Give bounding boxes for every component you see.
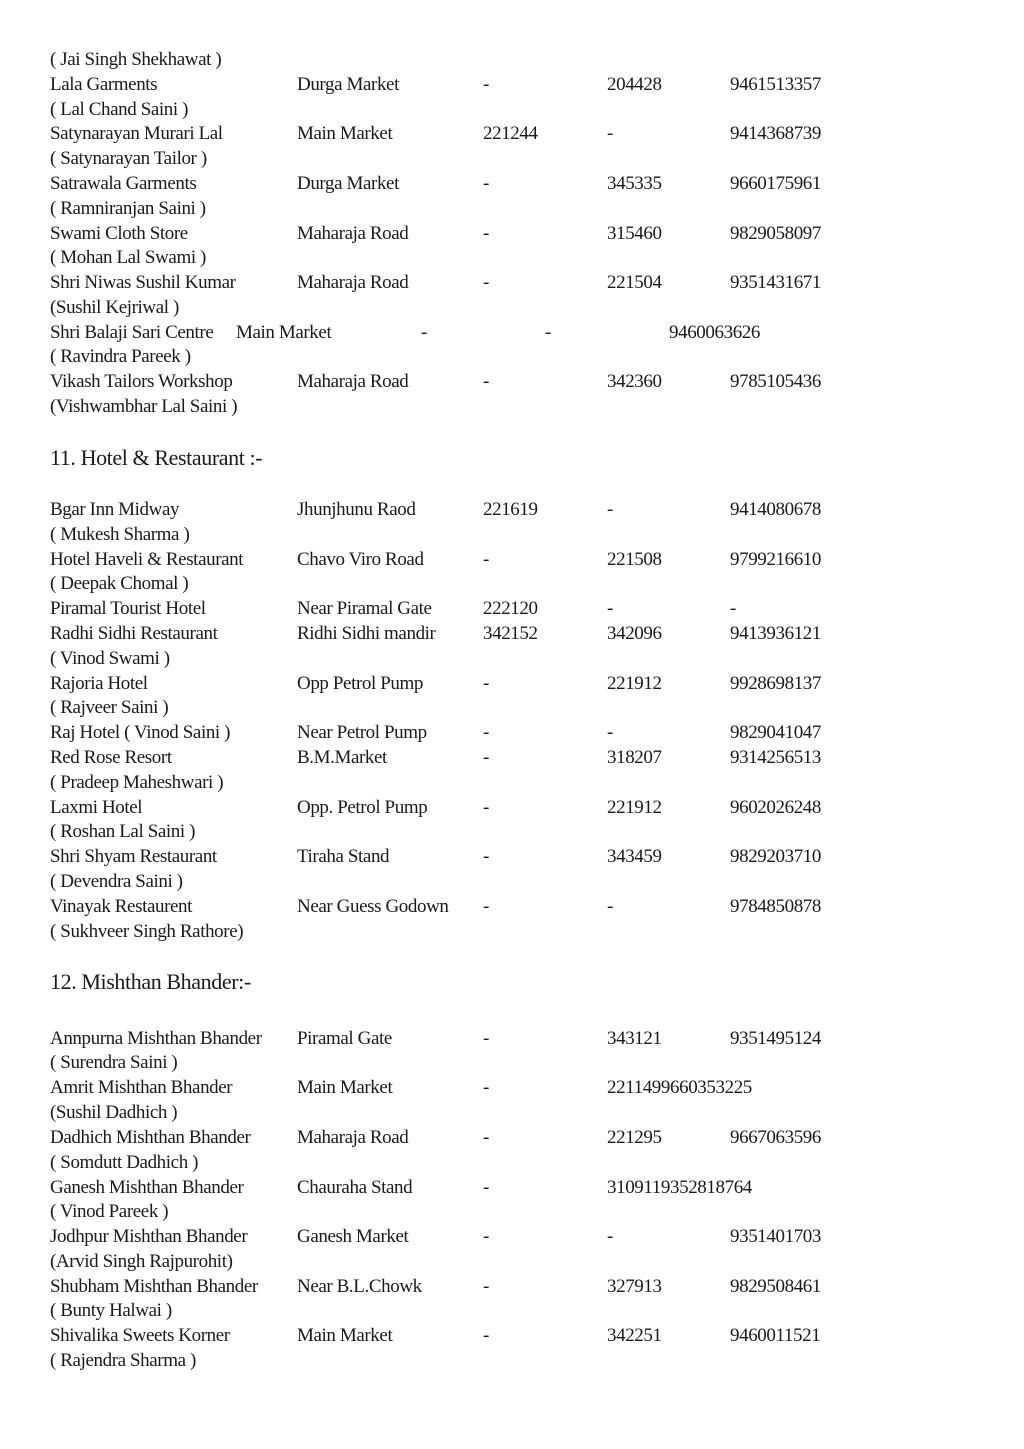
business-name: Amrit Mishthan Bhander: [50, 1077, 233, 1098]
owner-name: ( Vinod Swami ): [50, 648, 170, 669]
business-name: Laxmi Hotel: [50, 797, 143, 818]
phone2: -: [607, 123, 613, 144]
phone2: 343459: [607, 846, 662, 867]
owner-name: ( Mohan Lal Swami ): [50, 247, 206, 268]
address: Near Piramal Gate: [297, 598, 432, 619]
phone1: -: [483, 1028, 489, 1049]
address: Maharaja Road: [297, 371, 409, 392]
mobile: 9928698137: [730, 673, 822, 694]
address: Maharaja Road: [297, 223, 409, 244]
phone2: 221508: [607, 549, 662, 570]
mobile: -: [730, 598, 736, 619]
phone1: -: [483, 1226, 489, 1247]
mobile: 9351431671: [730, 272, 822, 293]
table-row: [0, 894, 1024, 919]
phone1: -: [483, 173, 489, 194]
owner-line: [0, 1348, 1024, 1373]
phone2: 221504: [607, 272, 662, 293]
owner-name: (Vishwambhar Lal Saini ): [50, 396, 238, 417]
mobile: 9829041047: [730, 722, 822, 743]
phone2: -: [607, 1226, 613, 1247]
address: Opp. Petrol Pump: [297, 797, 428, 818]
phone2: 342360: [607, 371, 662, 392]
business-name: Annpurna Mishthan Bhander: [50, 1028, 262, 1049]
phone1: -: [483, 797, 489, 818]
business-name: Vinayak Restaurent: [50, 896, 193, 917]
business-name: Vikash Tailors Workshop: [50, 371, 233, 392]
phone1: -: [483, 549, 489, 570]
mobile: 9351495124: [730, 1028, 822, 1049]
mobile: 9314256513: [730, 747, 822, 768]
business-name: Hotel Haveli & Restaurant: [50, 549, 244, 570]
mobile: 9829058097: [730, 223, 822, 244]
phone1: -: [483, 1127, 489, 1148]
address: Near B.L.Chowk: [297, 1276, 422, 1297]
owner-name: ( Bunty Halwai ): [50, 1300, 172, 1321]
phone1: -: [483, 896, 489, 917]
address: Jhunjhunu Raod: [297, 499, 416, 520]
table-row: [0, 1125, 1024, 1150]
mobile: 9461513357: [730, 74, 822, 95]
table-row: [0, 121, 1024, 146]
table-row: [0, 72, 1024, 97]
business-name: Swami Cloth Store: [50, 223, 188, 244]
phone2: 343121: [607, 1028, 662, 1049]
table-row: [0, 1175, 1024, 1200]
phone2: -: [607, 499, 613, 520]
phone2: -: [607, 722, 613, 743]
mobile: 9351401703: [730, 1226, 822, 1247]
phone1: -: [483, 1325, 489, 1346]
table-row: [0, 320, 1024, 345]
owner-line: [0, 97, 1024, 122]
business-name: Shubham Mishthan Bhander: [50, 1276, 258, 1297]
phone-merged: 2211499660353225: [607, 1077, 752, 1098]
phone1: -: [483, 223, 489, 244]
mobile: 9460011521: [730, 1325, 821, 1346]
business-name: Shri Balaji Sari Centre: [50, 322, 214, 343]
table-row: [0, 547, 1024, 572]
mobile: 9785105436: [730, 371, 822, 392]
business-name: Ganesh Mishthan Bhander: [50, 1177, 244, 1198]
phone1: -: [483, 1077, 489, 1098]
business-name: Lala Garments: [50, 74, 158, 95]
table-row: [0, 171, 1024, 196]
owner-line: [0, 919, 1024, 944]
mobile: 9414080678: [730, 499, 822, 520]
owner-line: [0, 819, 1024, 844]
table-row: [0, 270, 1024, 295]
phone2: -: [545, 322, 551, 343]
mobile: 9602026248: [730, 797, 822, 818]
business-name: Satynarayan Murari Lal: [50, 123, 223, 144]
business-name: Jodhpur Mishthan Bhander: [50, 1226, 248, 1247]
owner-name: ( Lal Chand Saini ): [50, 99, 189, 120]
owner-line: [0, 344, 1024, 369]
table-row: [0, 745, 1024, 770]
phone1: -: [483, 1177, 489, 1198]
owner-line: [0, 394, 1024, 419]
mobile: 9460063626: [669, 322, 761, 343]
address: Main Market: [297, 1325, 393, 1346]
address: Ridhi Sidhi mandir: [297, 623, 436, 644]
address: Main Market: [236, 322, 332, 343]
phone1: -: [421, 322, 427, 343]
table-row: [0, 369, 1024, 394]
owner-name: ( Devendra Saini ): [50, 871, 183, 892]
owner-line: [0, 869, 1024, 894]
owner-line: [0, 770, 1024, 795]
owner-line: [0, 646, 1024, 671]
owner-name: ( Jai Singh Shekhawat ): [50, 49, 222, 70]
owner-name: ( Ramniranjan Saini ): [50, 198, 206, 219]
table-row: [0, 221, 1024, 246]
owner-line: [0, 295, 1024, 320]
mobile: 9660175961: [730, 173, 822, 194]
mobile: 9414368739: [730, 123, 822, 144]
owner-line: [0, 695, 1024, 720]
section-heading-hotel-restaurant: 11. Hotel & Restaurant :-: [50, 445, 263, 470]
phone2: 221912: [607, 797, 662, 818]
address: Durga Market: [297, 173, 399, 194]
business-name: Red Rose Resort: [50, 747, 172, 768]
address: B.M.Market: [297, 747, 387, 768]
owner-name: ( Vinod Pareek ): [50, 1201, 169, 1222]
table-row: [0, 621, 1024, 646]
owner-line: [0, 522, 1024, 547]
address: Near Petrol Pump: [297, 722, 427, 743]
phone2: 204428: [607, 74, 662, 95]
business-name: Bgar Inn Midway: [50, 499, 180, 520]
owner-line: [0, 1199, 1024, 1224]
address: Tiraha Stand: [297, 846, 390, 867]
phone2: 221912: [607, 673, 662, 694]
owner-line: [0, 1150, 1024, 1175]
address: Chavo Viro Road: [297, 549, 424, 570]
phone1: -: [483, 74, 489, 95]
address: Piramal Gate: [297, 1028, 392, 1049]
owner-line: [0, 571, 1024, 596]
phone1: -: [483, 846, 489, 867]
address: Near Guess Godown: [297, 896, 449, 917]
address: Durga Market: [297, 74, 399, 95]
owner-name: ( Mukesh Sharma ): [50, 524, 190, 545]
mobile: 9829203710: [730, 846, 822, 867]
address: Maharaja Road: [297, 1127, 409, 1148]
mobile: 9667063596: [730, 1127, 822, 1148]
business-name: Shivalika Sweets Korner: [50, 1325, 230, 1346]
owner-line: [0, 245, 1024, 270]
address: Main Market: [297, 1077, 393, 1098]
table-row: [0, 1026, 1024, 1051]
phone1: 222120: [483, 598, 538, 619]
table-row: [0, 1323, 1024, 1348]
phone1: 221244: [483, 123, 538, 144]
phone1: -: [483, 371, 489, 392]
owner-name: (Sushil Dadhich ): [50, 1102, 178, 1123]
phone1: 221619: [483, 499, 538, 520]
table-row: [0, 720, 1024, 745]
phone1: -: [483, 722, 489, 743]
address: Ganesh Market: [297, 1226, 409, 1247]
owner-line: [0, 1100, 1024, 1125]
table-row: [0, 795, 1024, 820]
phone2: 342251: [607, 1325, 662, 1346]
owner-name: ( Pradeep Maheshwari ): [50, 772, 224, 793]
phone1: -: [483, 1276, 489, 1297]
section-heading-mishthan-bhander: 12. Mishthan Bhander:-: [50, 969, 251, 994]
business-name: Shri Niwas Sushil Kumar: [50, 272, 236, 293]
phone2: -: [607, 896, 613, 917]
phone2: 327913: [607, 1276, 662, 1297]
address: Chauraha Stand: [297, 1177, 413, 1198]
owner-name: ( Rajendra Sharma ): [50, 1350, 196, 1371]
table-row: [0, 596, 1024, 621]
phone1: -: [483, 747, 489, 768]
mobile: 9799216610: [730, 549, 822, 570]
owner-name: ( Roshan Lal Saini ): [50, 821, 196, 842]
owner-name: ( Satynarayan Tailor ): [50, 148, 207, 169]
owner-name: ( Deepak Chomal ): [50, 573, 189, 594]
business-name: Piramal Tourist Hotel: [50, 598, 206, 619]
mobile: 9413936121: [730, 623, 822, 644]
business-name: Raj Hotel ( Vinod Saini ): [50, 722, 231, 743]
phone2: 342096: [607, 623, 662, 644]
table-row: [0, 844, 1024, 869]
owner-name: ( Rajveer Saini ): [50, 697, 169, 718]
business-name: Dadhich Mishthan Bhander: [50, 1127, 251, 1148]
owner-line: [0, 146, 1024, 171]
owner-name: ( Surendra Saini ): [50, 1052, 178, 1073]
table-row: [0, 1274, 1024, 1299]
phone2: -: [607, 598, 613, 619]
mobile: 9829508461: [730, 1276, 822, 1297]
owner-name: ( Sukhveer Singh Rathore): [50, 921, 244, 942]
phone-merged: 3109119352818764: [607, 1177, 752, 1198]
address: Main Market: [297, 123, 393, 144]
address: Opp Petrol Pump: [297, 673, 423, 694]
owner-line: [0, 47, 1024, 72]
mobile: 9784850878: [730, 896, 822, 917]
address: Maharaja Road: [297, 272, 409, 293]
phone1: -: [483, 673, 489, 694]
phone1: 342152: [483, 623, 538, 644]
business-name: Shri Shyam Restaurant: [50, 846, 217, 867]
table-row: [0, 497, 1024, 522]
business-name: Radhi Sidhi Restaurant: [50, 623, 218, 644]
owner-name: (Sushil Kejriwal ): [50, 297, 179, 318]
business-name: Satrawala Garments: [50, 173, 197, 194]
owner-name: ( Somdutt Dadhich ): [50, 1152, 199, 1173]
table-row: [0, 671, 1024, 696]
owner-line: [0, 1249, 1024, 1274]
table-row: [0, 1224, 1024, 1249]
table-row: [0, 1075, 1024, 1100]
business-name: Rajoria Hotel: [50, 673, 148, 694]
owner-line: [0, 1298, 1024, 1323]
phone2: 318207: [607, 747, 662, 768]
owner-line: [0, 196, 1024, 221]
owner-name: (Arvid Singh Rajpurohit): [50, 1251, 233, 1272]
phone2: 221295: [607, 1127, 662, 1148]
owner-name: ( Ravindra Pareek ): [50, 346, 191, 367]
phone2: 315460: [607, 223, 662, 244]
phone2: 345335: [607, 173, 662, 194]
owner-line: [0, 1050, 1024, 1075]
phone1: -: [483, 272, 489, 293]
